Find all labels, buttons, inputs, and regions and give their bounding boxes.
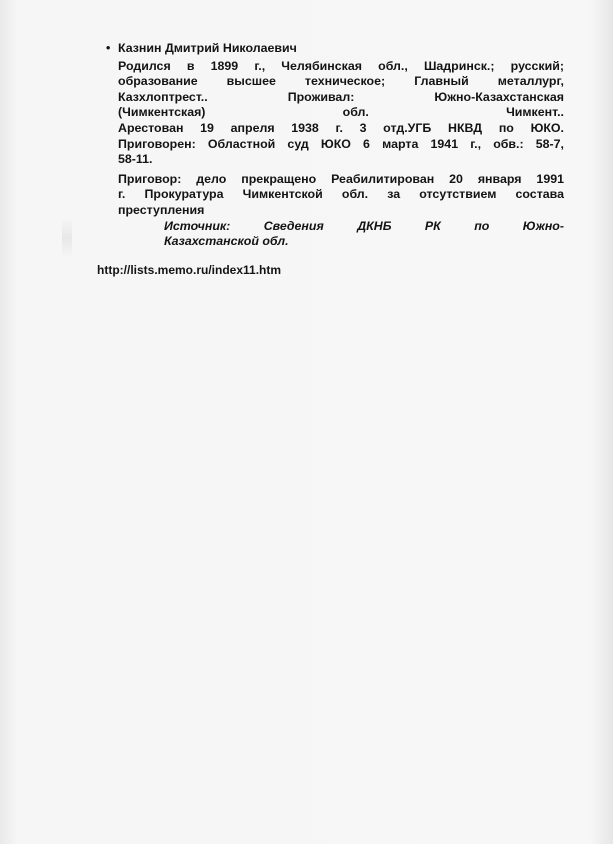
detail-line-5: Арестован 19 апреля 1938 г. 3 отд.УГБ НКВД по ЮКО. [118, 120, 564, 135]
detail-line-10: преступления [118, 202, 205, 217]
person-details [118, 59, 564, 219]
person-entry [106, 41, 564, 250]
scan-shadow-mark [62, 218, 72, 258]
detail-line-1: Родился в 1899 г., Челябинская обл., Шадринск.; русский; [118, 58, 564, 73]
detail-line-2: образование высшее техническое; Главный металлург, [118, 74, 564, 89]
bullet-point: • [106, 41, 111, 55]
source-url: http://lists.memo.ru/index11.htm [97, 263, 282, 277]
source-note [164, 219, 564, 250]
person-name: Казнин Дмитрий Николаевич [118, 41, 297, 55]
detail-line-4: (Чимкентская) обл. Чимкент.. [118, 105, 564, 120]
source-line-2: Казахстанской обл. [164, 234, 289, 249]
detail-line-6: Приговорен: Областной суд ЮКО 6 марта 1941 г., обв.: 58-7, [118, 136, 564, 151]
detail-line-9: г. Прокуратура Чимкентской обл. за отсутствием состава [118, 187, 564, 202]
detail-line-8: Приговор: дело прекращено Реабилитирован 20 января 1991 [118, 171, 564, 186]
detail-line-3: Казхлоптрест.. Проживал: Южно-Казахстанская [118, 89, 564, 104]
detail-line-7: 58-11. [118, 152, 153, 167]
source-line-1: Источник: Сведения ДКНБ РК по Южно- [164, 218, 564, 233]
